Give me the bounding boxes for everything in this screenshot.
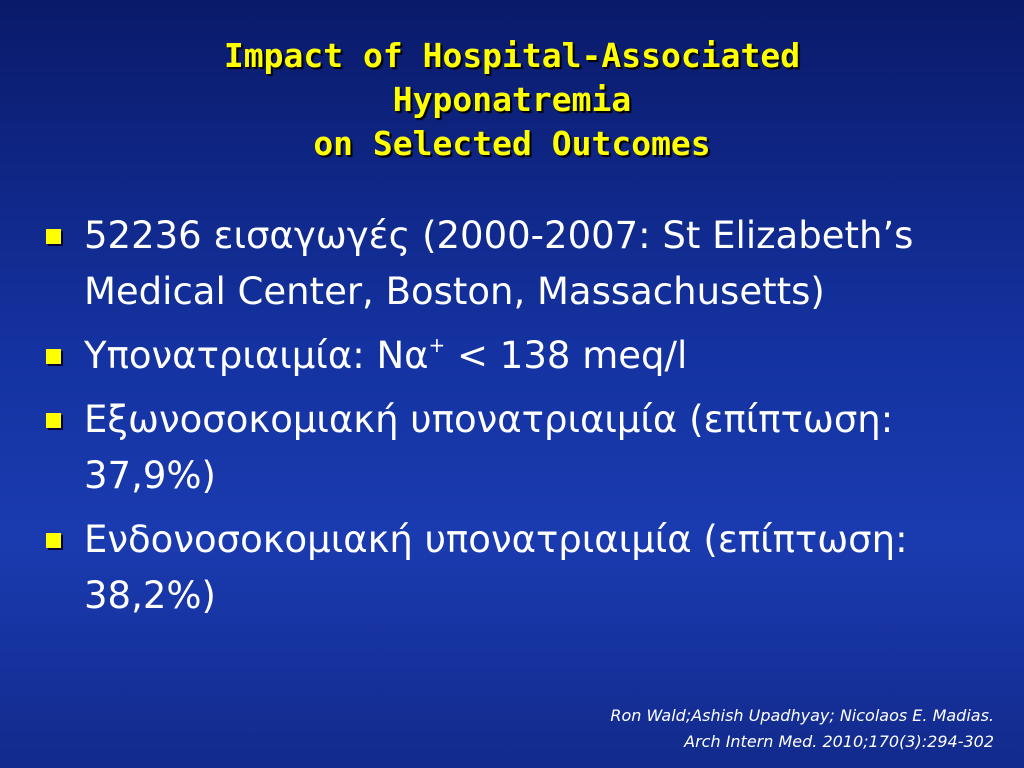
bullet-list — [40, 208, 980, 632]
citation — [394, 703, 994, 755]
sodium-charge-superscript: + — [428, 333, 446, 357]
slide-title — [100, 34, 924, 166]
citation-journal: Arch Intern Med. 2010;170(3):294-302 — [684, 732, 994, 751]
bullet-item-admissions — [40, 208, 980, 320]
bullet-text-after: < 138 meq/l — [445, 334, 688, 377]
bullet-item-hyponatremia-definition — [40, 328, 980, 384]
bullet-text: Ενδονοσοκομιακή υπονατριαιμία (επίπτωση: 38,2%) — [84, 518, 908, 617]
title-line-3: on Selected Outcomes — [313, 124, 711, 163]
square-bullet-icon — [46, 413, 61, 428]
bullet-text: Εξωνοσοκομιακή υπονατριαιμία (επίπτωση: 37,9%) — [84, 398, 894, 497]
square-bullet-icon — [46, 533, 61, 548]
bullet-text-before: Υπονατριαιμία: Να — [84, 334, 429, 377]
title-line-1: Impact of Hospital-Associated — [223, 36, 801, 75]
citation-authors: Ron Wald;Ashish Upadhyay; Nicolaos E. Madias. — [610, 706, 994, 725]
square-bullet-icon — [46, 229, 61, 244]
bullet-text: 52236 εισαγωγές (2000-2007: St Elizabeth’s Medical Center, Boston, Massachusetts) — [84, 214, 914, 313]
bullet-item-hospital-acquired — [40, 512, 980, 624]
title-line-2: Hyponatremia — [392, 80, 632, 119]
square-bullet-icon — [46, 349, 61, 364]
bullet-item-community-acquired — [40, 392, 980, 504]
